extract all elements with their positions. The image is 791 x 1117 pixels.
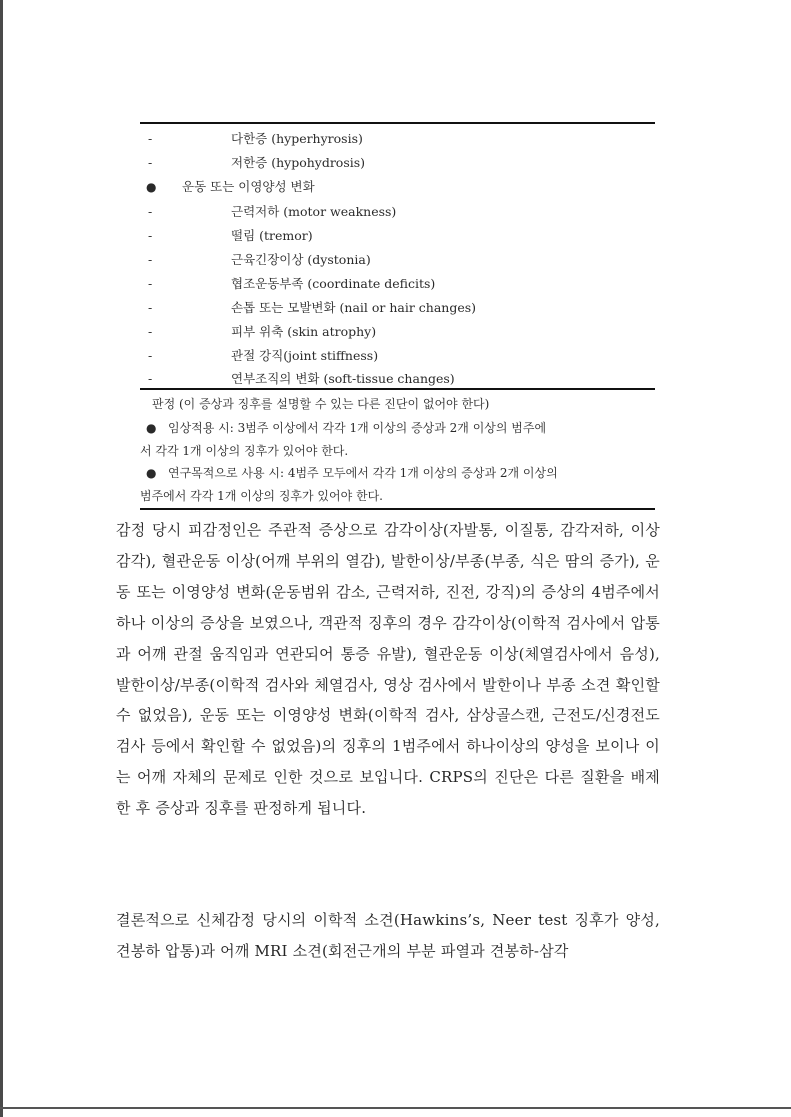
table-bottom-rule (140, 508, 655, 510)
list-item (140, 273, 655, 295)
list-item (140, 152, 655, 174)
list-marker: - (148, 131, 153, 146)
table-top-rule (140, 122, 655, 124)
body-paragraph-2: 결론적으로 신체감정 당시의 이학적 소견(Hawkins’s, Neer test 징후가 양성, 견봉하 압통)과 어깨 MRI 소견(회전근개의 부분 파열과 견봉하-삼각 (116, 911, 660, 960)
list-category-heading (140, 176, 655, 198)
criteria-heading: 판정 (이 증상과 징후를 설명할 수 있는 다른 진단이 없어야 한다) (152, 397, 490, 411)
list-marker: - (148, 348, 153, 363)
list-item (140, 225, 655, 247)
table-mid-rule (140, 388, 655, 390)
page-edge-left (0, 0, 3, 1117)
criteria-clinical-line1: 임상적용 시: 3범주 이상에서 각각 1개 이상의 증상과 2개 이상의 범주에 (168, 421, 547, 435)
list-item-text: 저한증 (hypohydrosis) (231, 155, 366, 170)
criteria-research (140, 462, 655, 508)
list-marker: - (148, 371, 153, 386)
list-item (140, 249, 655, 271)
list-item-text: 손톱 또는 모발변화 (nail or hair changes) (231, 300, 477, 315)
bullet-icon: ● (146, 466, 157, 480)
list-marker: - (148, 228, 153, 243)
list-item (140, 128, 655, 150)
list-marker: - (148, 204, 153, 219)
list-item-text: 협조운동부족 (coordinate deficits) (231, 276, 436, 291)
list-item-text: 근육긴장이상 (dystonia) (231, 252, 371, 267)
list-item (140, 297, 655, 319)
list-marker: - (148, 252, 153, 267)
list-marker: - (148, 324, 153, 339)
criteria-research-line2: 범주에서 각각 1개 이상의 징후가 있어야 한다. (140, 489, 383, 503)
list-item-text: 관절 강직(joint stiffness) (231, 348, 379, 363)
list-item (140, 368, 655, 390)
list-item-text: 연부조직의 변화 (soft-tissue changes) (231, 371, 455, 386)
bullet-icon: ● (146, 421, 157, 435)
list-item (140, 345, 655, 367)
bullet-icon: ● (146, 180, 157, 194)
list-item-text: 떨림 (tremor) (231, 228, 313, 243)
list-item-text: 다한증 (hyperhyrosis) (231, 131, 363, 146)
criteria-clinical (140, 417, 655, 463)
list-item (140, 321, 655, 343)
list-item-text: 피부 위축 (skin atrophy) (231, 324, 377, 339)
criteria-research-line1: 연구목적으로 사용 시: 4범주 모두에서 각각 1개 이상의 증상과 2개 이상의 (168, 466, 558, 480)
criteria-clinical-line2: 서 각각 1개 이상의 징후가 있어야 한다. (140, 444, 349, 458)
list-marker: - (148, 300, 153, 315)
list-item-text: 운동 또는 이영양성 변화 (182, 179, 315, 194)
page-edge-bottom (0, 1107, 791, 1109)
body-paragraph-1: 감정 당시 피감정인은 주관적 증상으로 감각이상(자발통, 이질통, 감각저하, 이상감각), 혈관운동 이상(어깨 부위의 열감), 발한이상/부종(부종, 식은 땀의 증가), 운동 또는 이영양성 변화(운동범위 감소, 근력저하, 진전, 강직)의 증상의 4범주에서 하나 이상의 증상을 보였으나, 객관적 징후의 경우 감각이상(이학적 검사에서 압통과 어깨 관절 움직임과 연관되어 통증 유발), 혈관운동 이상(체열검사에서 음성), 발한이상/부종(이학적 검사와 체열검사, 영상 검사에서 발한이나 부종 소견 확인할 수 없었음), 운동 또는 이영양성 변화(이학적 검사, 삼상골스캔, 근전도/신경전도 검사 등에서 확인할 수 없었음)의 징후의 1범주에서 하나이상의 양성을 보이나 이는 어깨 자체의 문제로 인한 것으로 보입니다. CRPS의 진단은 다른 질환을 배제한 후 증상과 징후를 판정하게 됩니다. (116, 521, 660, 818)
list-item (140, 201, 655, 223)
list-item-text: 근력저하 (motor weakness) (231, 204, 397, 219)
list-marker: - (148, 155, 153, 170)
list-marker: - (148, 276, 153, 291)
